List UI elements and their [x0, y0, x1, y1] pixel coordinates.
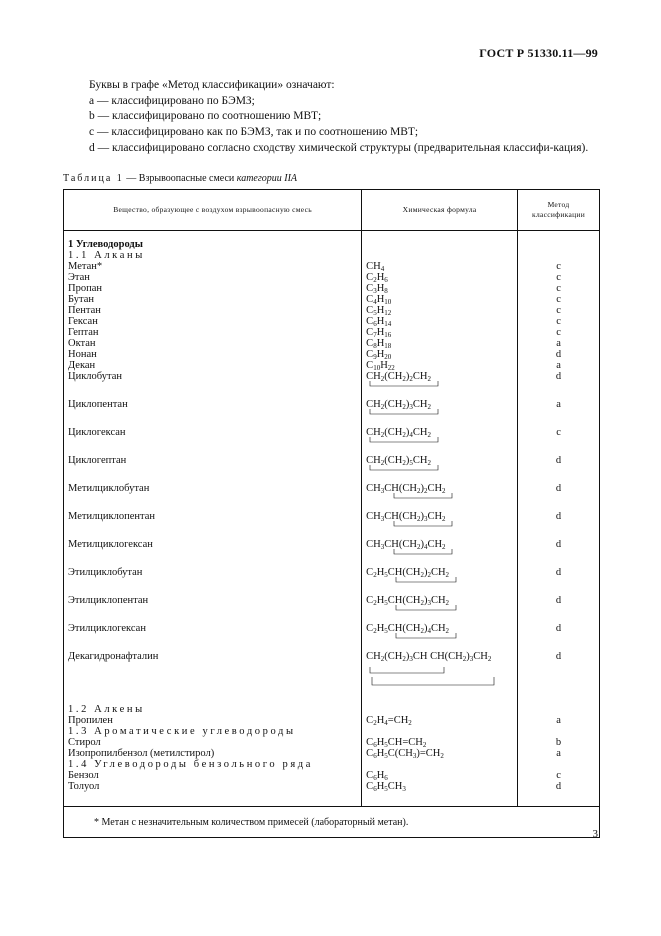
table-row [64, 770, 600, 781]
substance-name: Нонан [64, 349, 362, 360]
table-row [64, 349, 600, 360]
table-row [64, 399, 600, 427]
ring-bracket-icon [366, 663, 506, 693]
table-footnote-row [64, 807, 600, 838]
header-method: Метод классификации [532, 200, 586, 219]
substance-name: Метилциклогексан [64, 539, 362, 567]
table-row [64, 316, 600, 327]
formula: $C_5H_{12}$ [362, 305, 518, 316]
substance-name: Метан* [64, 261, 362, 272]
intro-line: b — классифицировано по соотношению МВТ; [89, 110, 322, 123]
substance-name: Этилциклобутан [64, 567, 362, 595]
method: d [555, 623, 562, 634]
page-number: 3 [592, 828, 598, 840]
formula: $CH_2(CH_2)_4CH_2$ [362, 427, 518, 455]
intro-line: Буквы в графе «Метод классификации» означают: [89, 79, 335, 91]
formula: $CH_3CH(CH_2)_2CH_2$ [362, 483, 518, 511]
table-caption-prefix: Таблица 1 [63, 173, 124, 184]
substance-name: Циклопентан [64, 399, 362, 427]
method: d [555, 483, 562, 494]
method: с [556, 261, 561, 272]
substance-name: Метилциклобутан [64, 483, 362, 511]
table-row [64, 327, 600, 338]
method: с [556, 770, 561, 781]
table-row [64, 737, 600, 748]
header-substance: Вещество, образующее с воздухом взрывоопасную смесь [64, 190, 362, 231]
formula: $C_6H_5CH=CH_2$ [362, 737, 518, 748]
formula: $CH_2(CH_2)_2CH_2$ [362, 371, 518, 399]
substance-name: Пропан [64, 283, 362, 294]
formula: $CH_2(CH_2)_5CH_2$ [362, 455, 518, 483]
formula: $C_4H_{10}$ [362, 294, 518, 305]
formula: $C_8H_{18}$ [362, 338, 518, 349]
table-row [64, 294, 600, 305]
method: d [555, 511, 562, 522]
formula: $CH_2(CH_2)_3CH$ $CH(CH_2)_3CH_2$ [362, 651, 518, 696]
table-row [64, 272, 600, 283]
substance-name: Этилциклопентан [64, 595, 362, 623]
method: с [556, 327, 561, 338]
table-row [64, 338, 600, 349]
table-row [64, 623, 600, 651]
table-row [64, 360, 600, 371]
method: с [556, 294, 561, 305]
ring-bracket-icon [366, 465, 446, 473]
substance-name: Гептан [64, 327, 362, 338]
substance-name: Бутан [64, 294, 362, 305]
substance-name: Гексан [64, 316, 362, 327]
formula: $C_6H_{14}$ [362, 316, 518, 327]
substance-name: Декагидронафталин [64, 651, 362, 696]
ring-bracket-icon [366, 633, 462, 641]
method: d [555, 455, 562, 466]
table-row [64, 305, 600, 316]
table-row [64, 427, 600, 455]
formula: $C_{10}H_{22}$ [362, 360, 518, 371]
intro-line: с — классифицировано как по БЭМЗ, так и по соотношению МВТ; [89, 126, 419, 139]
table-caption-text: — Взрывоопасные смеси [123, 173, 237, 184]
intro-text [63, 78, 600, 157]
method: b [555, 737, 562, 748]
header-formula: Химическая формула [362, 190, 518, 231]
method: d [555, 595, 562, 606]
method: а [556, 399, 561, 410]
method: с [556, 283, 561, 294]
section-heading: 1 Углеводороды [64, 239, 362, 250]
substance-name: Циклобутан [64, 371, 362, 399]
substance-name: Изопропилбензол (метилстирол) [64, 748, 362, 759]
table-row [64, 759, 600, 770]
table-row [64, 483, 600, 511]
method: d [555, 781, 562, 792]
table-row [64, 239, 600, 250]
formula: $C_6H_6$ [362, 770, 518, 781]
table-row [64, 455, 600, 483]
formula: $C_7H_{16}$ [362, 327, 518, 338]
substance-name: Стирол [64, 737, 362, 748]
table-row [64, 371, 600, 399]
method: с [556, 305, 561, 316]
ring-bracket-icon [366, 605, 462, 613]
table-row [64, 704, 600, 715]
substance-name: Декан [64, 360, 362, 371]
method: а [556, 748, 561, 759]
subsection-heading: 1.3 Ароматические углеводороды [64, 726, 362, 737]
ring-bracket-icon [366, 549, 458, 557]
formula: $C_2H_5CH(CH_2)_3CH_2$ [362, 595, 518, 623]
formula: $C_3H_8$ [362, 283, 518, 294]
substance-name: Циклогептан [64, 455, 362, 483]
standard-designation: ГОСТ Р 51330.11—99 [479, 46, 598, 60]
table-row [64, 651, 600, 696]
substance-name: Пропилен [64, 715, 362, 726]
substance-name: Толуол [64, 781, 362, 792]
formula: $C_6H_5CH_3$ [362, 781, 518, 792]
method: а [556, 338, 561, 349]
formula: $CH_3CH(CH_2)_4CH_2$ [362, 539, 518, 567]
ring-bracket-icon [366, 437, 446, 445]
table-footnote: * Метан с незначительным количеством примесей (лабораторный метан). [64, 807, 600, 838]
table-row [64, 539, 600, 567]
ring-bracket-icon [366, 381, 446, 389]
substance-name: Метилциклопентан [64, 511, 362, 539]
table-row [64, 726, 600, 737]
formula: $CH_2(CH_2)_3CH_2$ [362, 399, 518, 427]
ring-bracket-icon [366, 409, 446, 417]
formula: $C_6H_5C(CH_3)=CH_2$ [362, 748, 518, 759]
method: с [556, 427, 561, 438]
ring-bracket-icon [366, 493, 458, 501]
formula: $C_2H_4=CH_2$ [362, 715, 518, 726]
table-row [64, 261, 600, 272]
substance-name: Бензол [64, 770, 362, 781]
table-caption-category: категории IIA [236, 173, 298, 184]
method: d [555, 371, 562, 382]
substances-table [63, 189, 600, 838]
subsection-heading: 1.1 Алканы [64, 250, 362, 261]
intro-line: d — классифицировано согласно сходству химической структуры (предварительная классифи-кация). [89, 141, 589, 154]
table-row [64, 250, 600, 261]
table-caption [63, 173, 297, 184]
substance-name: Пентан [64, 305, 362, 316]
table-row [64, 567, 600, 595]
formula: $C_9H_{20}$ [362, 349, 518, 360]
method: с [556, 272, 561, 283]
table-row [64, 283, 600, 294]
substance-name: Этан [64, 272, 362, 283]
method: d [555, 539, 562, 550]
table-row [64, 748, 600, 759]
method: а [556, 360, 561, 371]
substance-name: Этилциклогексан [64, 623, 362, 651]
table-row [64, 595, 600, 623]
table-header-row [64, 190, 600, 231]
table-row [64, 781, 600, 792]
subsection-heading: 1.4 Углеводороды бензольного ряда [64, 759, 362, 770]
ring-bracket-icon [366, 521, 458, 529]
table-row [64, 715, 600, 726]
formula: $C_2H_6$ [362, 272, 518, 283]
subsection-heading: 1.2 Алкены [64, 704, 362, 715]
substance-name: Октан [64, 338, 362, 349]
formula: $C_2H_5CH(CH_2)_4CH_2$ [362, 623, 518, 651]
method: а [556, 715, 561, 726]
formula: $C_2H_5CH(CH_2)_2CH_2$ [362, 567, 518, 595]
substance-name: Циклогексан [64, 427, 362, 455]
formula: $CH_3CH(CH_2)_3CH_2$ [362, 511, 518, 539]
method: d [555, 349, 562, 360]
table-row [64, 511, 600, 539]
formula: $CH_4$ [362, 261, 518, 272]
method: d [555, 567, 562, 578]
intro-line: а — классифицировано по БЭМЗ; [89, 94, 255, 107]
method: d [555, 651, 562, 662]
ring-bracket-icon [366, 577, 462, 585]
method: с [556, 316, 561, 327]
